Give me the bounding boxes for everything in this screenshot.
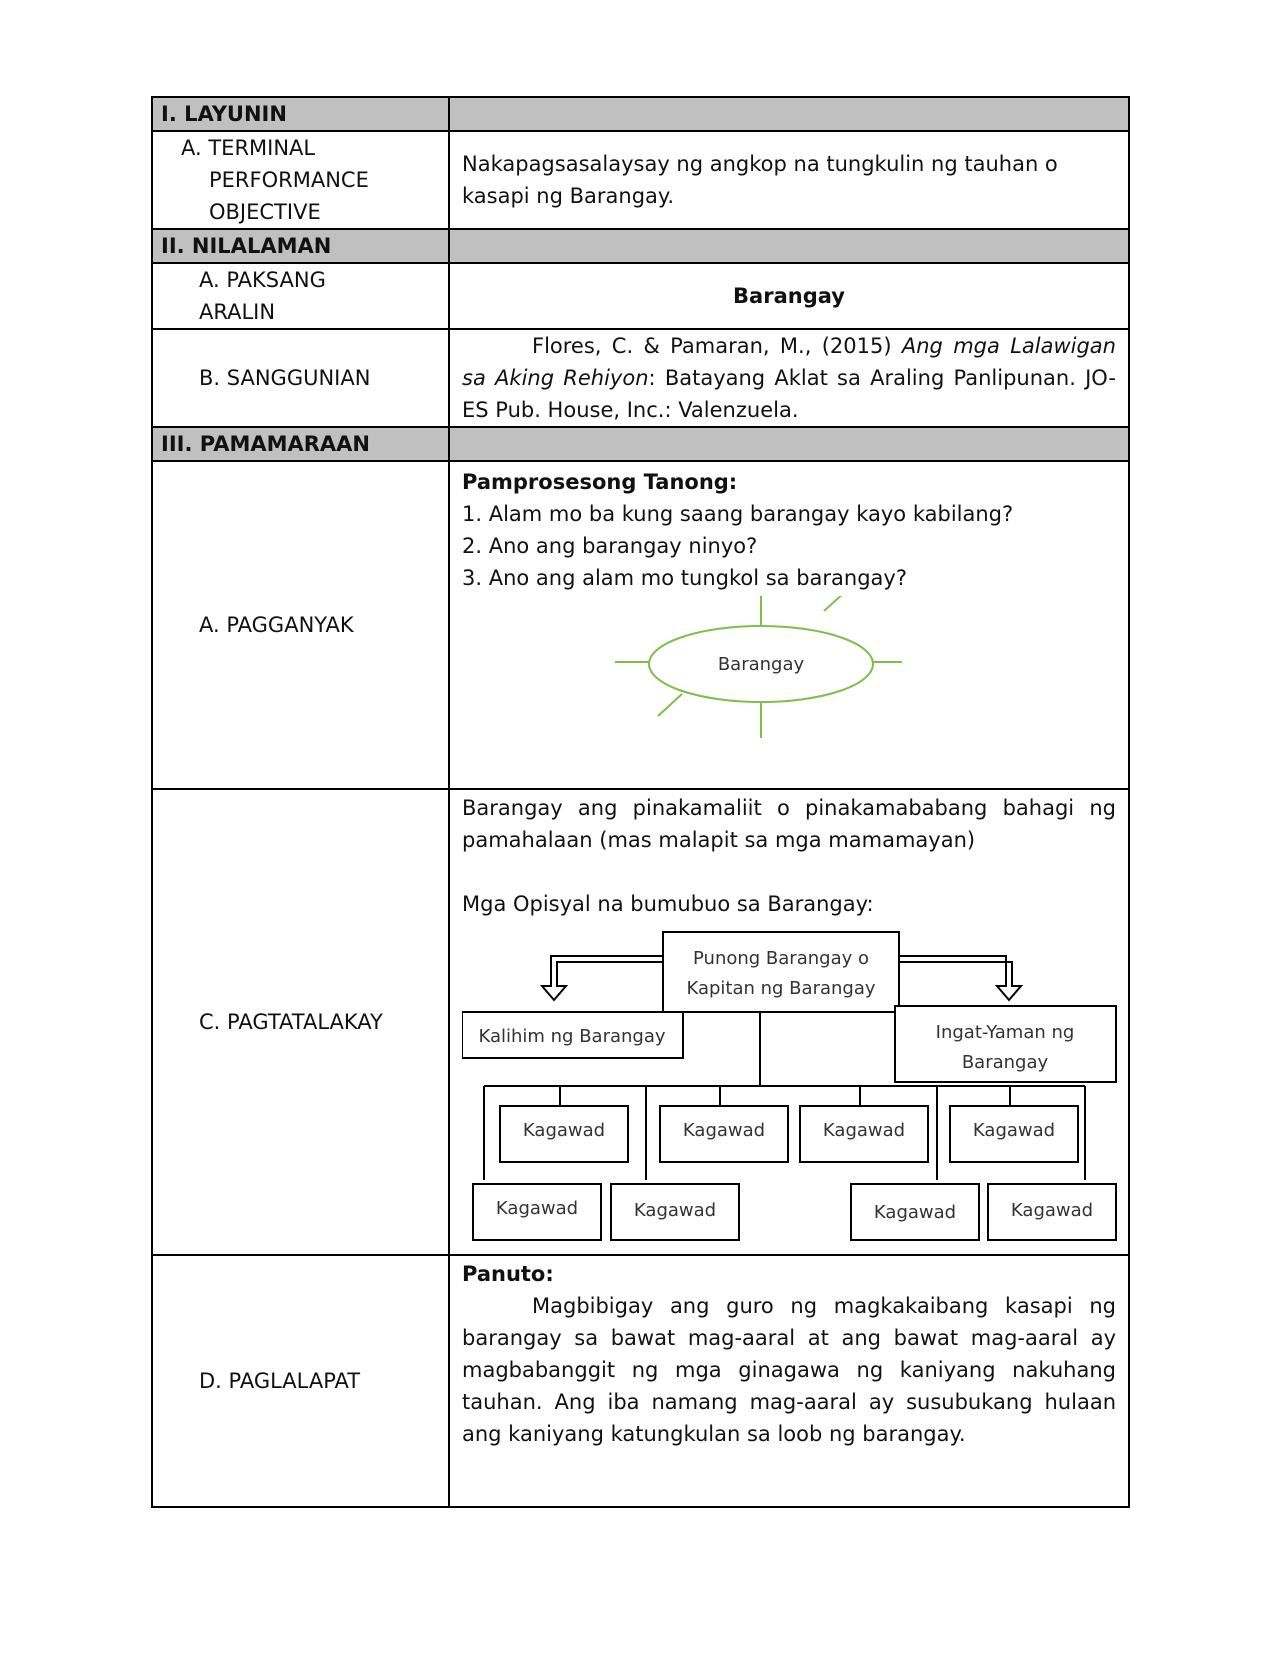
- org-kalihim-label: Kalihim ng Barangay: [478, 1026, 666, 1047]
- arrow-left: [542, 956, 663, 1000]
- pagganyak-content: [449, 461, 1129, 789]
- opisyal-heading: Mga Opisyal na bumubuo sa Barangay:: [462, 892, 874, 916]
- row-paglalapat: [152, 1255, 1129, 1507]
- paksa-label-line: ARALIN: [199, 300, 276, 324]
- tpo-label: [152, 131, 449, 229]
- paksa-label-line: A. PAKSANG: [199, 268, 326, 292]
- row-sanggunian: [152, 329, 1129, 427]
- row-pagganyak: [152, 461, 1129, 789]
- org-box-punong: [663, 932, 899, 1012]
- section-layunin: [152, 97, 1129, 131]
- question-item: 1. Alam mo ba kung saang barangay kayo kabilang?: [462, 502, 1014, 526]
- paglalapat-content: [449, 1255, 1129, 1507]
- sanggunian-book-title: Ang mga Lalawigan sa Aking Rehiyon: [462, 334, 1116, 390]
- section-header-empty: [449, 97, 1129, 131]
- pagtatalakay-content: [449, 789, 1129, 1255]
- pagganyak-heading: Pamprosesong Tanong:: [462, 470, 738, 494]
- pagtatalakay-label: C. PAGTATALAKAY: [152, 789, 449, 1255]
- row-pagtatalakay: [152, 789, 1129, 1255]
- org-kagawad-label: Kagawad: [495, 1198, 579, 1219]
- org-chart: [462, 926, 1117, 1242]
- org-punong-line2: Kapitan ng Barangay: [686, 978, 876, 999]
- org-ingat-line1: Ingat-Yaman ng: [935, 1022, 1075, 1043]
- web-spoke: [824, 596, 846, 611]
- sanggunian-author: Flores, C. & Pamaran, M., (2015): [532, 334, 902, 358]
- paglalapat-label: D. PAGLALAPAT: [152, 1255, 449, 1507]
- arrow-right: [899, 956, 1021, 1000]
- org-kagawad-label: Kagawad: [822, 1120, 906, 1141]
- tpo-text: Nakapagsasalaysay ng angkop na tungkulin ng tauhan o kasapi ng Barangay.: [449, 131, 1129, 229]
- sanggunian-publisher: : Batayang Aklat sa Araling Panlipunan. JO-ES Pub. House, Inc.: Valenzuela.: [462, 366, 1116, 422]
- web-spoke: [658, 694, 682, 716]
- paglalapat-text: Magbibigay ang guro ng magkakaibang kasapi ng barangay sa bawat mag-aaral at ang bawat mag-aaral ay magbabanggit ng mga ginagawa ng kaniyang nakuhang tauhan. Ang iba namang mag-aaral ay susubukang hulaan ang kaniyang katungkulan sa loob ng barangay.: [462, 1294, 1116, 1446]
- org-ingat-line2: Barangay: [961, 1052, 1049, 1073]
- sanggunian-text: [449, 329, 1129, 427]
- sanggunian-label: B. SANGGUNIAN: [152, 329, 449, 427]
- org-kagawad-label: Kagawad: [972, 1120, 1056, 1141]
- pagtatalakay-intro: Barangay ang pinakamaliit o pinakamababang bahagi ng pamahalaan (mas malapit sa mga mamamayan): [462, 796, 1116, 852]
- section-header: III. PAMAMARAAN: [152, 427, 449, 461]
- row-paksa: [152, 263, 1129, 329]
- tpo-label-line: OBJECTIVE: [209, 200, 321, 224]
- lesson-plan-table: [151, 96, 1130, 1508]
- section-header: II. NILALAMAN: [152, 229, 449, 263]
- org-kagawad-label: Kagawad: [873, 1202, 957, 1223]
- paksa-value: Barangay: [449, 263, 1129, 329]
- org-kagawad-label: Kagawad: [1010, 1200, 1094, 1221]
- org-kagawad-label: Kagawad: [633, 1200, 717, 1221]
- pagganyak-label: A. PAGGANYAK: [152, 461, 449, 789]
- row-tpo: [152, 131, 1129, 229]
- section-pamamaraan: [152, 427, 1129, 461]
- section-header: I. LAYUNIN: [152, 97, 449, 131]
- section-nilalaman: [152, 229, 1129, 263]
- tpo-label-line: PERFORMANCE: [209, 168, 369, 192]
- section-header-empty: [449, 427, 1129, 461]
- tpo-label-line: A. TERMINAL: [181, 136, 316, 160]
- org-kagawad-label: Kagawad: [682, 1120, 766, 1141]
- paksa-label: [152, 263, 449, 329]
- org-punong-line1: Punong Barangay o: [693, 948, 869, 969]
- barangay-web-diagram: [462, 596, 1117, 760]
- section-header-empty: [449, 229, 1129, 263]
- org-kagawad-label: Kagawad: [522, 1120, 606, 1141]
- question-item: 3. Ano ang alam mo tungkol sa barangay?: [462, 566, 907, 590]
- web-center-label: Barangay: [717, 654, 805, 675]
- paglalapat-heading: Panuto:: [462, 1262, 554, 1286]
- question-item: 2. Ano ang barangay ninyo?: [462, 534, 758, 558]
